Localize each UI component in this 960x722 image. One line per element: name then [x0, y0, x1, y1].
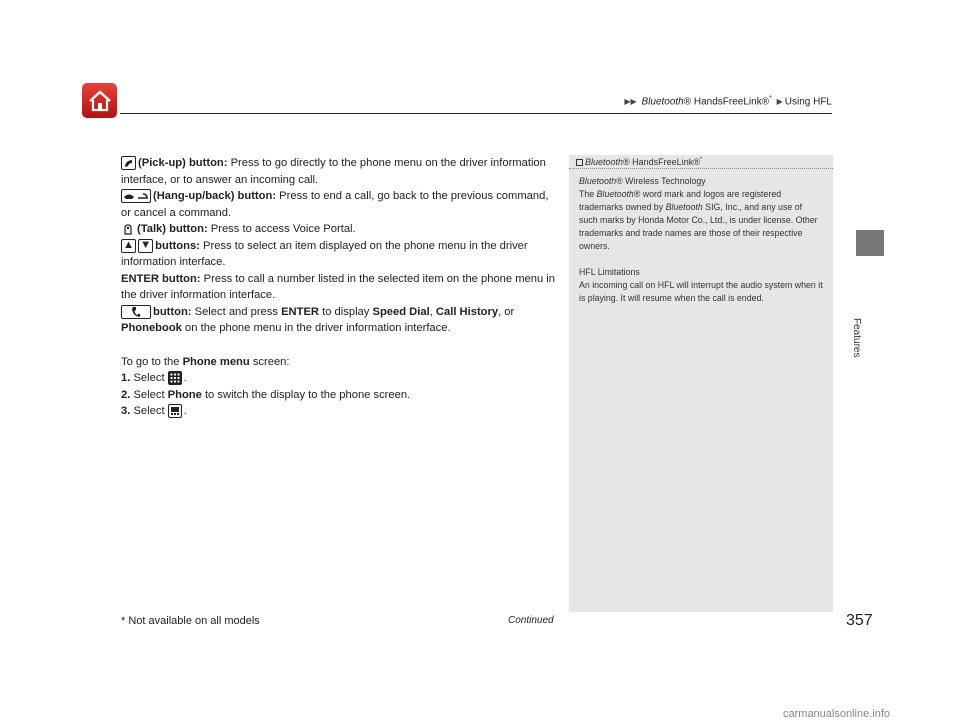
- page-number: 357: [846, 612, 873, 629]
- sidebar-wireless: Bluetooth® Wireless Technology: [579, 176, 706, 186]
- phone-menu-icon: [168, 404, 182, 418]
- goto-paragraph: To go to the Phone menu screen:: [121, 355, 290, 368]
- breadcrumb-current: Using HFL: [784, 96, 832, 108]
- breadcrumb-section[interactable]: Bluetooth: [641, 96, 684, 108]
- step-1: 1. Select .: [121, 372, 187, 384]
- hangup-paragraph: (Hang-up/back) button: Press to end a call, go back to the previous command, or cancel a command.: [121, 190, 549, 219]
- enter-paragraph: ENTER button: Press to call a number listed in the selected item on the phone menu in the driver information interface.: [121, 272, 556, 301]
- talk-icon: [121, 222, 135, 236]
- hangup-phone-icon: [121, 189, 151, 203]
- section-label: Features: [851, 318, 862, 358]
- updown-paragraph: ▲ ▼ buttons: Press to select an item displayed on the phone menu in the driver information interface.: [121, 239, 528, 268]
- home-icon: [87, 89, 113, 113]
- breadcrumb-arrow-icon: ▶: [776, 97, 783, 107]
- scroll-down-icon: ▼: [140, 239, 152, 252]
- sidebar-limitations-text: An incoming call on HFL will interrupt the audio system when it is playing. It will resume when the call is ended.: [579, 280, 823, 303]
- sidebar-trademark: The Bluetooth® word mark and logos are registered trademarks owned by Bluetooth SIG, Inc., and any use of such marks by Honda Motor Co., Ltd., is under license. Other trademarks and trade names are those of their respective owners.: [579, 189, 818, 251]
- sidebar-note: [569, 155, 833, 612]
- header-divider: [120, 113, 832, 114]
- breadcrumb-arrow-icon: ▶▶: [624, 97, 637, 107]
- phone-handset-icon: [121, 305, 151, 319]
- note-icon: [576, 159, 583, 166]
- pickup-paragraph: (Pick-up) button: Press to go directly to the phone menu on the driver information interface, or to answer an incoming call.: [121, 157, 546, 186]
- main-content: [121, 155, 559, 420]
- breadcrumb: ▶▶ Bluetooth® HandsFreeLink®* ▶ Using HFL: [624, 95, 832, 108]
- talk-paragraph: (Talk) button: Press to access Voice Portal.: [121, 221, 559, 238]
- pickup-phone-icon: [121, 156, 136, 170]
- sidebar-heading: Bluetooth® HandsFreeLink®*: [569, 155, 833, 169]
- section-tab[interactable]: [856, 230, 884, 256]
- home-button[interactable]: [82, 83, 117, 118]
- step-3: 3. Select .: [121, 405, 187, 417]
- continued-label: Continued: [508, 615, 554, 626]
- step-2: 2. Select Phone to switch the display to the phone screen.: [121, 388, 411, 401]
- phone-button-paragraph: button: Select and press ENTER to display Speed Dial, Call History, or Phonebook on the phone menu in the driver information interface.: [121, 305, 515, 334]
- footnote: * Not available on all models: [121, 615, 260, 627]
- watermark: carmanualsonline.info: [783, 708, 891, 720]
- home-grid-icon: [168, 371, 182, 385]
- sidebar-limitations-title: HFL Limitations: [579, 267, 640, 277]
- scroll-up-icon: ▲: [123, 239, 135, 252]
